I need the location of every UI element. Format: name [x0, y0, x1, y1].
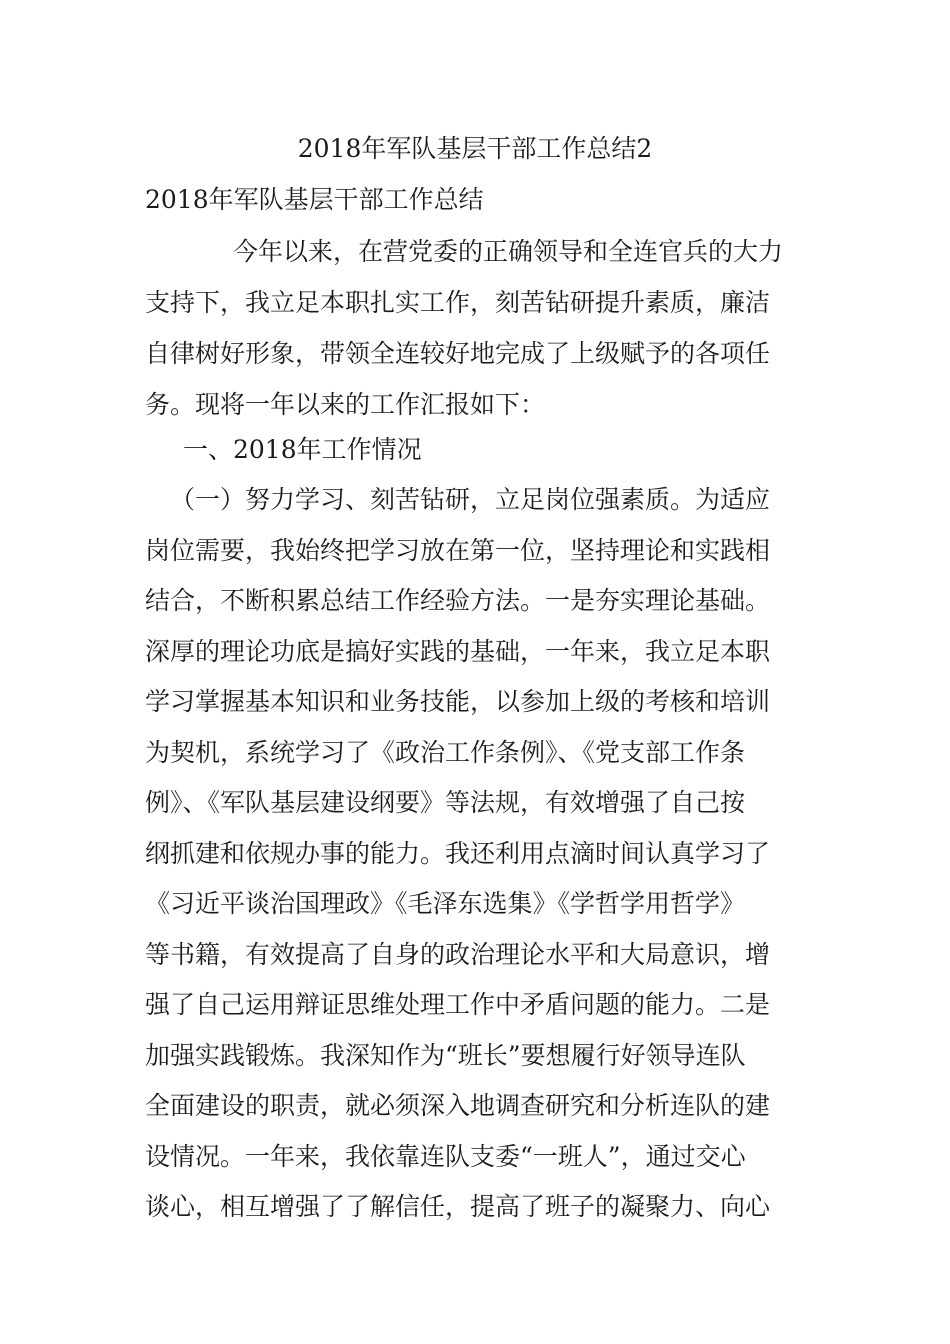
paragraph-line: 结合，不断积累总结工作经验方法。一是夯实理论基础。: [145, 586, 771, 615]
document-title: 2018年军队基层干部工作总结2: [297, 134, 653, 163]
paragraph-line: 强了自己运用辩证思维处理工作中矛盾问题的能力。二是: [145, 990, 771, 1019]
paragraph-line: （一）努力学习、刻苦钻研，立足岗位强素质。为适应: [170, 485, 771, 514]
paragraph-line: 务。现将一年以来的工作汇报如下：: [145, 390, 546, 419]
paragraph-line: 纲抓建和依规办事的能力。我还利用点滴时间认真学习了: [145, 839, 771, 868]
paragraph-line: 谈心，相互增强了了解信任，提高了班子的凝聚力、向心: [145, 1192, 771, 1221]
paragraph-line: 《习近平谈治国理政》《毛泽东选集》《学哲学用哲学》: [145, 889, 746, 918]
paragraph-line: 今年以来，在营党委的正确领导和全连官兵的大力: [233, 237, 784, 266]
paragraph-line: 自律树好形象，带领全连较好地完成了上级赋予的各项任: [145, 339, 771, 368]
document-subtitle: 2018年军队基层干部工作总结: [145, 185, 484, 214]
paragraph-line: 深厚的理论功底是搞好实践的基础，一年来，我立足本职: [145, 637, 771, 666]
paragraph-line: 学习掌握基本知识和业务技能，以参加上级的考核和培训: [145, 687, 771, 716]
paragraph-line: 设情况。一年来，我依靠连队支委“一班人”，通过交心: [145, 1142, 746, 1171]
paragraph-line: 为契机，系统学习了《政治工作条例》、《党支部工作条: [145, 738, 746, 767]
paragraph-line: 支持下，我立足本职扎实工作，刻苦钻研提升素质，廉洁: [145, 288, 771, 317]
paragraph-line: 例》、《军队基层建设纲要》等法规，有效增强了自己按: [145, 788, 746, 817]
section-heading: 一、2018年工作情况: [183, 435, 422, 464]
paragraph-line: 加强实践锻炼。我深知作为“班长”要想履行好领导连队: [145, 1041, 746, 1070]
paragraph-line: 岗位需要，我始终把学习放在第一位，坚持理论和实践相: [145, 536, 771, 565]
paragraph-line: 等书籍，有效提高了自身的政治理论水平和大局意识，增: [145, 940, 771, 969]
paragraph-line: 全面建设的职责，就必须深入地调查研究和分析连队的建: [145, 1091, 771, 1120]
